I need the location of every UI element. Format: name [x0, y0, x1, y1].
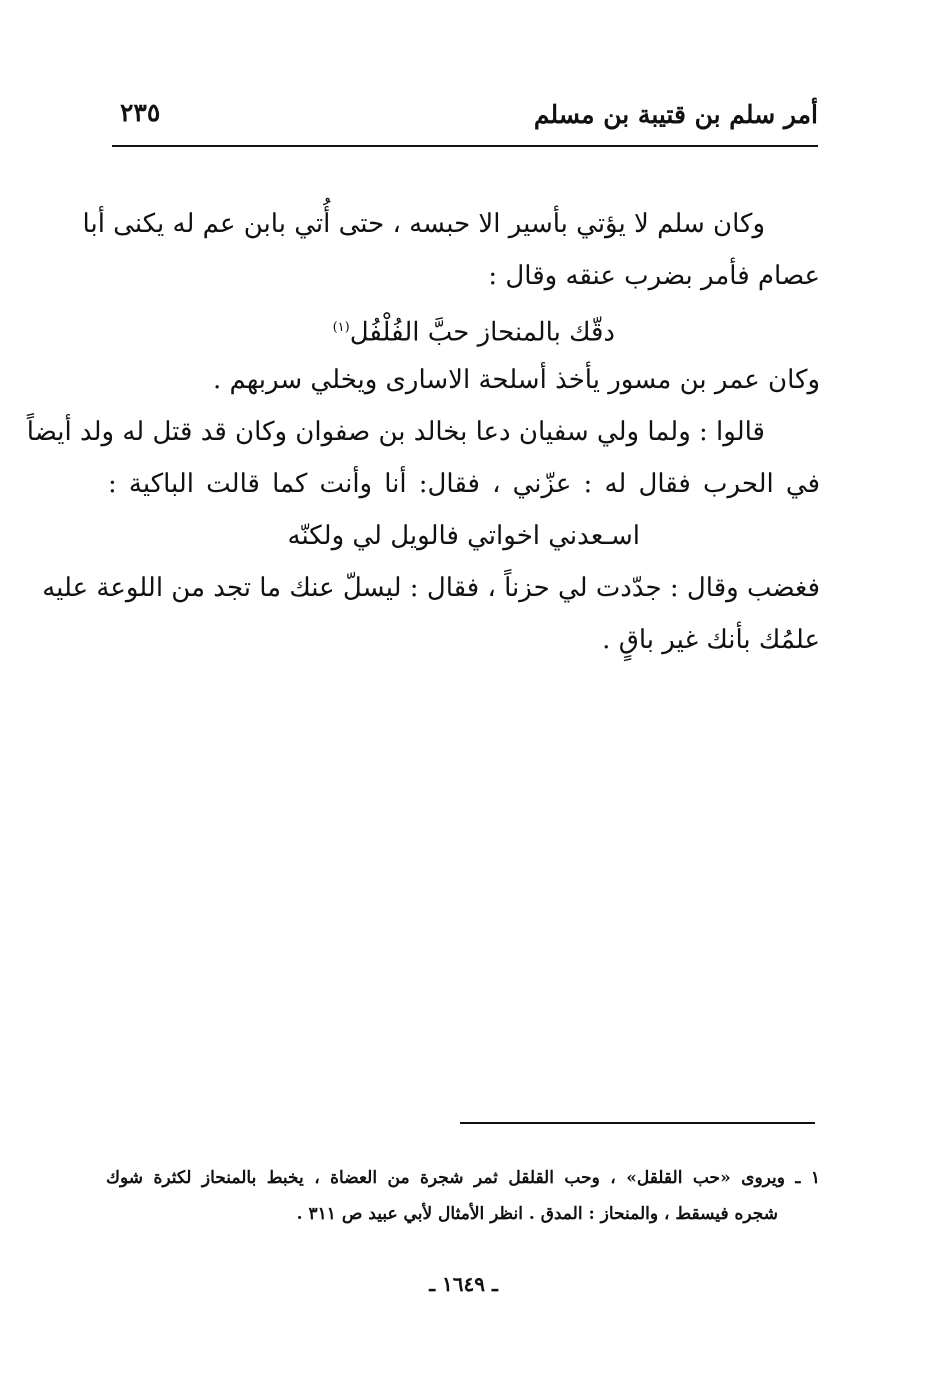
footnote-line-1: ١ ـ ويروى «حب القلقل» ، وحب القلقل ثمر شجرة من العضاة ، يخبط بالمنحاز لكثرة شوك [106, 1168, 820, 1188]
verse-text-1: دقّك بالمنحاز حبَّ الفُلْفُل [349, 317, 615, 348]
body-line-1: وكان سلم لا يؤتي بأسير الا حبسه ، حتى أُتي بابن عم له يكنى أبا [82, 209, 765, 239]
verse-line-1 [108, 302, 820, 354]
body-line-4: وكان عمر بن مسور يأخذ أسلحة الاسارى ويخلي سربهم . [212, 365, 820, 395]
body-line-6: في الحرب فقال له : عزّني ، فقال: أنا وأنت كما قالت الباكية : [108, 469, 820, 499]
page-header [112, 92, 818, 144]
footnote-line-2: شجره فيسقط ، والمنحاز : المدق . انظر الأمثال لأبي عبيد ص ٣١١ . [296, 1204, 778, 1224]
body-line-8: فغضب وقال : جدّدت لي حزناً ، فقال : ليسلّ عنك ما تجد من اللوعة عليه [42, 573, 820, 603]
verse-line-2: اسـعدني اخواتي فالويل لي ولكنّه [287, 521, 640, 551]
header-rule [112, 145, 818, 147]
footnotes [106, 1160, 820, 1232]
page-footer-number: ـ ١٦٤٩ ـ [429, 1272, 498, 1296]
body-line-5: قالوا : ولما ولي سفيان دعا بخالد بن صفوان وكان قد قتل له ولد أيضاً [26, 417, 765, 447]
body-line-2: عصام فأمر بضرب عنقه وقال : [488, 261, 820, 291]
footnote-rule [460, 1122, 815, 1124]
footnote-reference: (١) [332, 320, 350, 335]
running-title: أمر سلم بن قتيبة بن مسلم [533, 100, 818, 129]
body-line-9: علمُك بأنك غير باقٍ . [602, 625, 820, 655]
header-page-number: ٢٣٥ [120, 98, 161, 127]
body-text [26, 198, 820, 666]
